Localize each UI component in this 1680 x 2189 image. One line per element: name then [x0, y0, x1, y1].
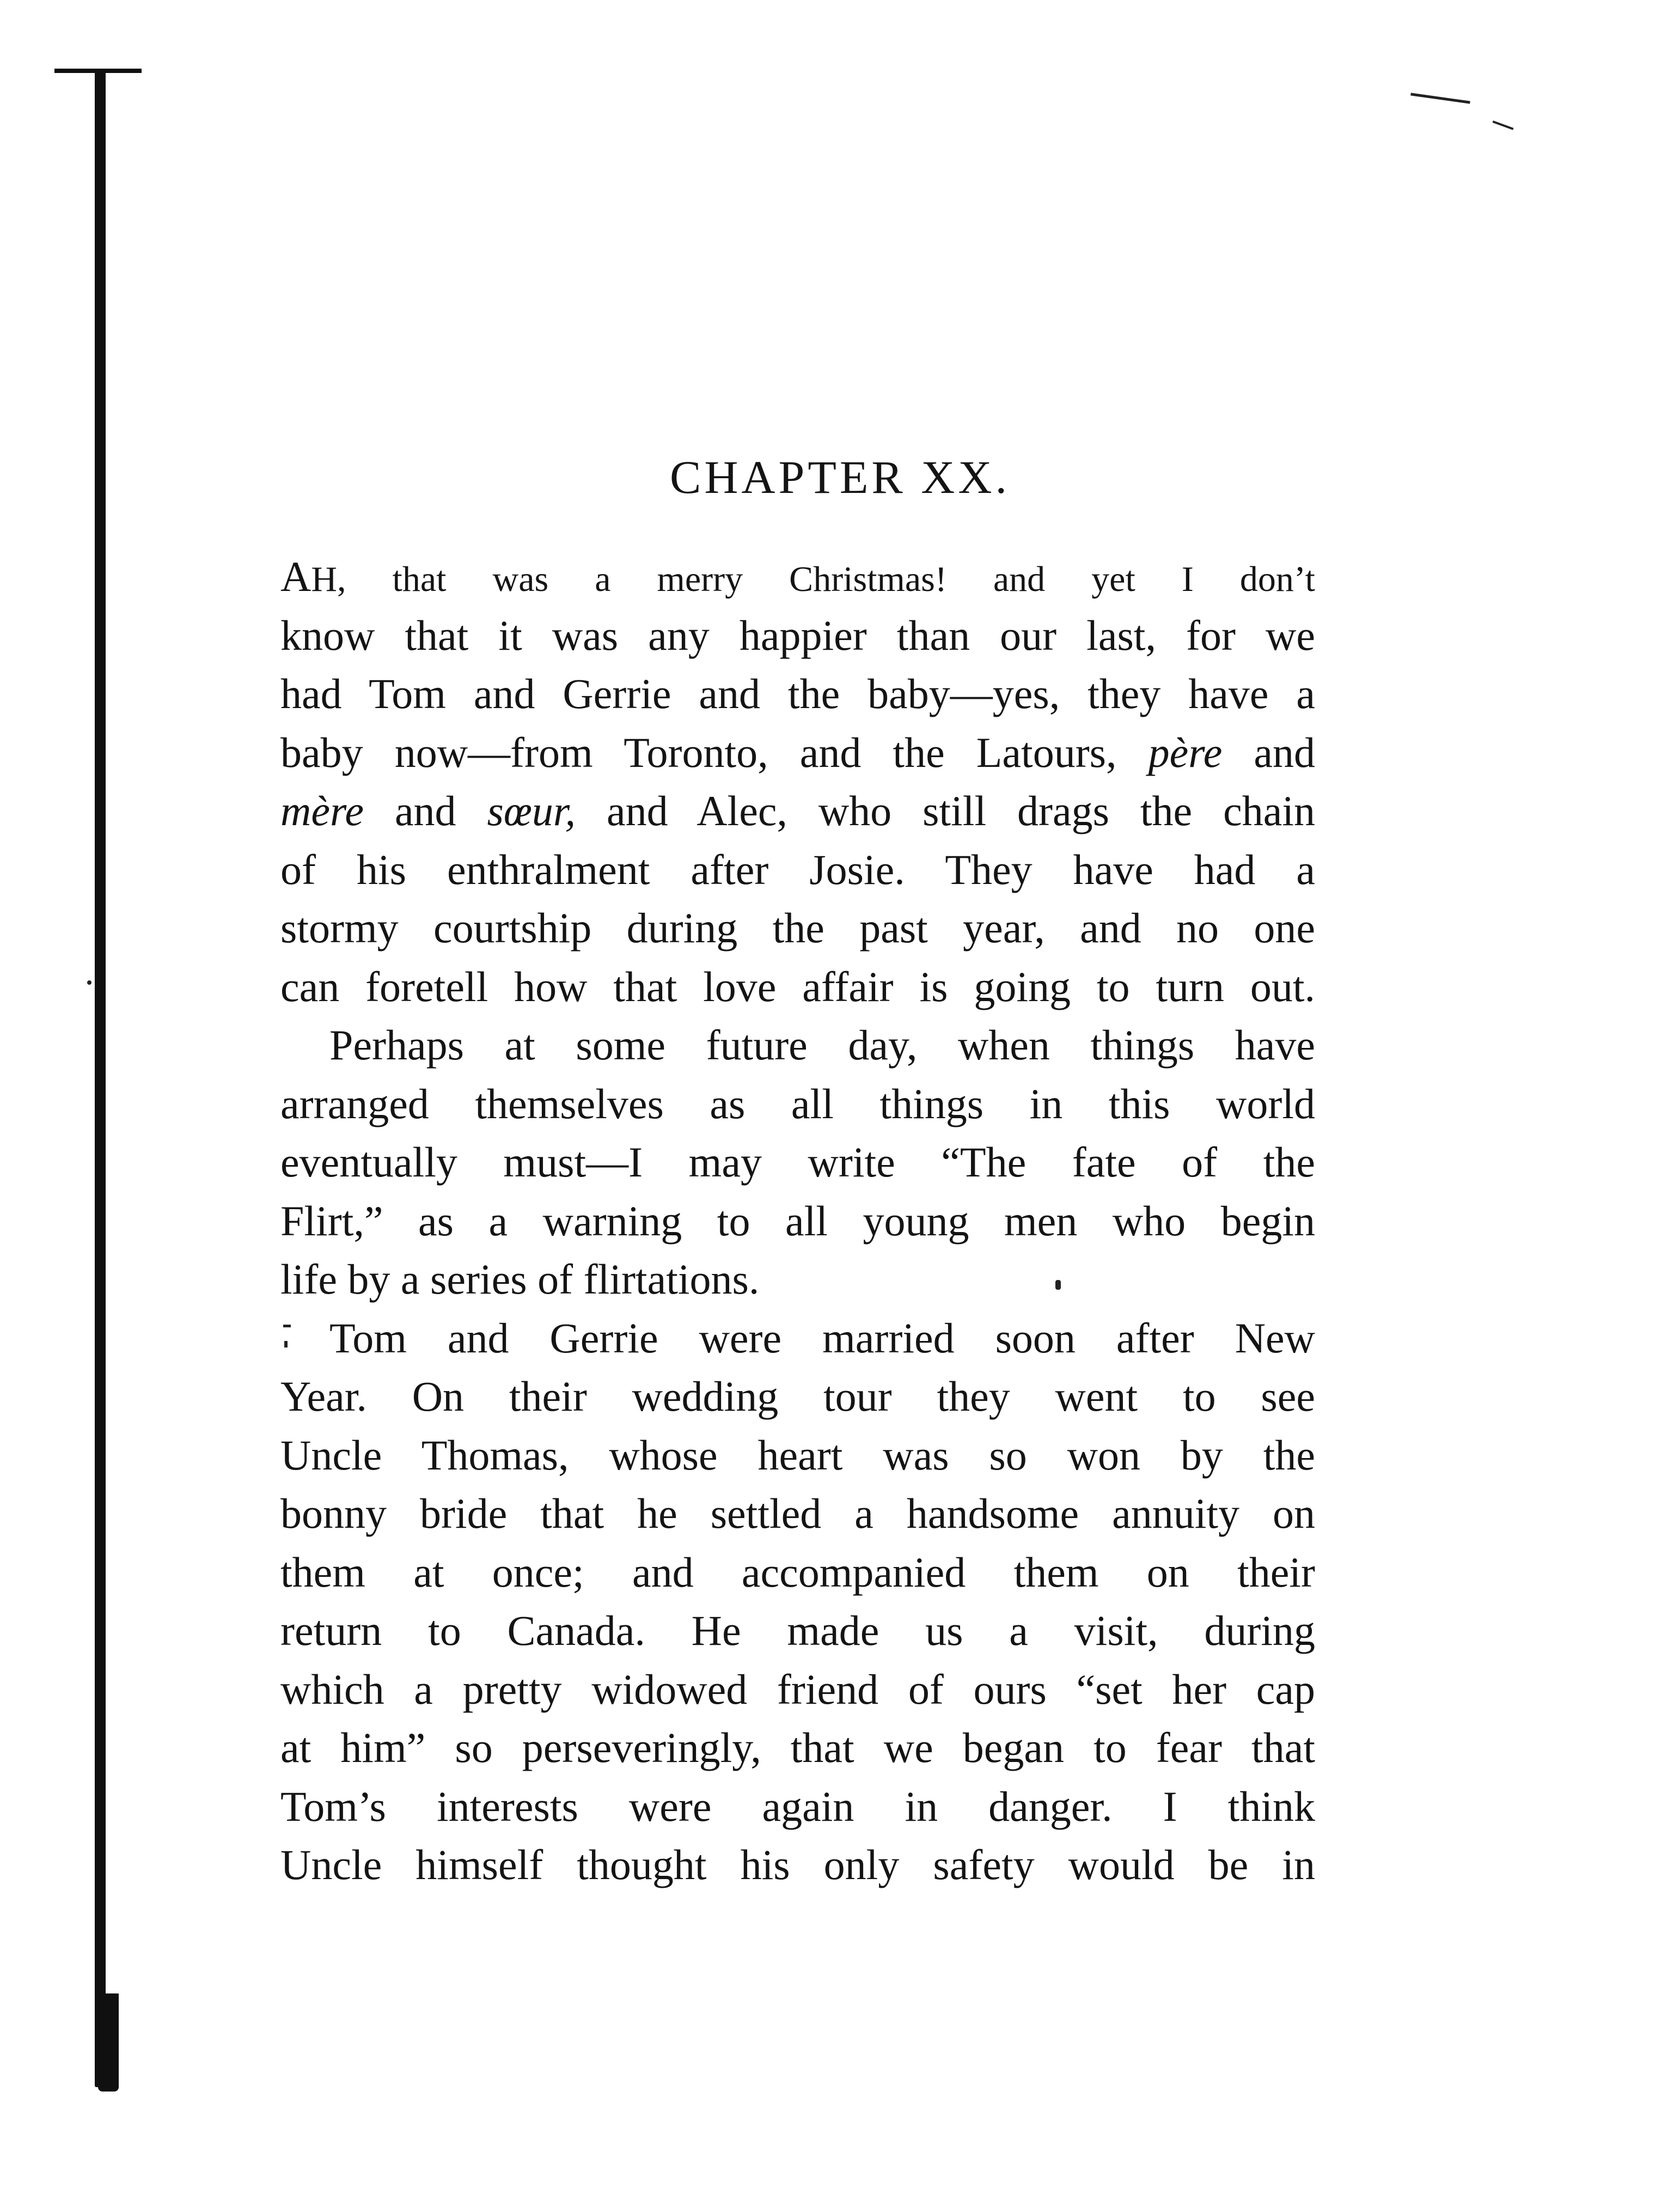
text-line: AH, that was a merry Christmas! and yet I don’t — [280, 553, 1315, 600]
binding-rule-bottom — [98, 1993, 119, 2092]
text-line: of his enthralment after Josie. They have had a — [280, 845, 1315, 893]
text-line: bonny bride that he settled a handsome annuity on — [280, 1490, 1315, 1537]
scan-mark — [1493, 120, 1514, 130]
text-line: Tom’s interests were again in danger. I think — [280, 1782, 1315, 1830]
text-line: Year. On their wedding tour they went to see — [280, 1373, 1315, 1420]
text-line: them at once; and accompanied them on their — [280, 1548, 1315, 1596]
text-line: which a pretty widowed friend of ours “set her cap — [280, 1665, 1315, 1713]
text-line: Uncle himself thought his only safety would be in — [280, 1841, 1315, 1888]
text-line: life by a series of flirtations. — [280, 1255, 760, 1303]
body-text — [280, 547, 1315, 1894]
text-line: at him” so perseveringly, that we began to fear that — [280, 1724, 1315, 1771]
scan-speck — [87, 980, 91, 985]
text-line: baby now—from Toronto, and the Latours, père and — [280, 728, 1316, 776]
text-line: Uncle Thomas, whose heart was so won by the — [280, 1431, 1315, 1479]
text-line: arranged themselves as all things in this world — [280, 1080, 1315, 1127]
text-line: Perhaps at some future day, when things have — [329, 1021, 1315, 1069]
text-line: Tom and Gerrie were married soon after New — [329, 1314, 1315, 1362]
text-line: had Tom and Gerrie and the baby—yes, they have a — [280, 670, 1315, 717]
text-line: eventually must—I may write “The fate of the — [280, 1138, 1315, 1186]
scan-mark — [1410, 93, 1470, 103]
text-line: stormy courtship during the past year, and no one — [280, 904, 1315, 952]
text-line: return to Canada. He made us a visit, during — [280, 1607, 1315, 1654]
text-line: Flirt,” as a warning to all young men who begin — [280, 1197, 1315, 1245]
text-line: mère and sœur, and Alec, who still drags the chain — [280, 787, 1315, 834]
text-line: know that it was any happier than our last, for we — [280, 611, 1315, 659]
chapter-heading: CHAPTER XX. — [669, 450, 1011, 503]
text-line: can foretell how that love affair is going to turn out. — [280, 962, 1315, 1010]
binding-rule — [95, 72, 106, 2087]
